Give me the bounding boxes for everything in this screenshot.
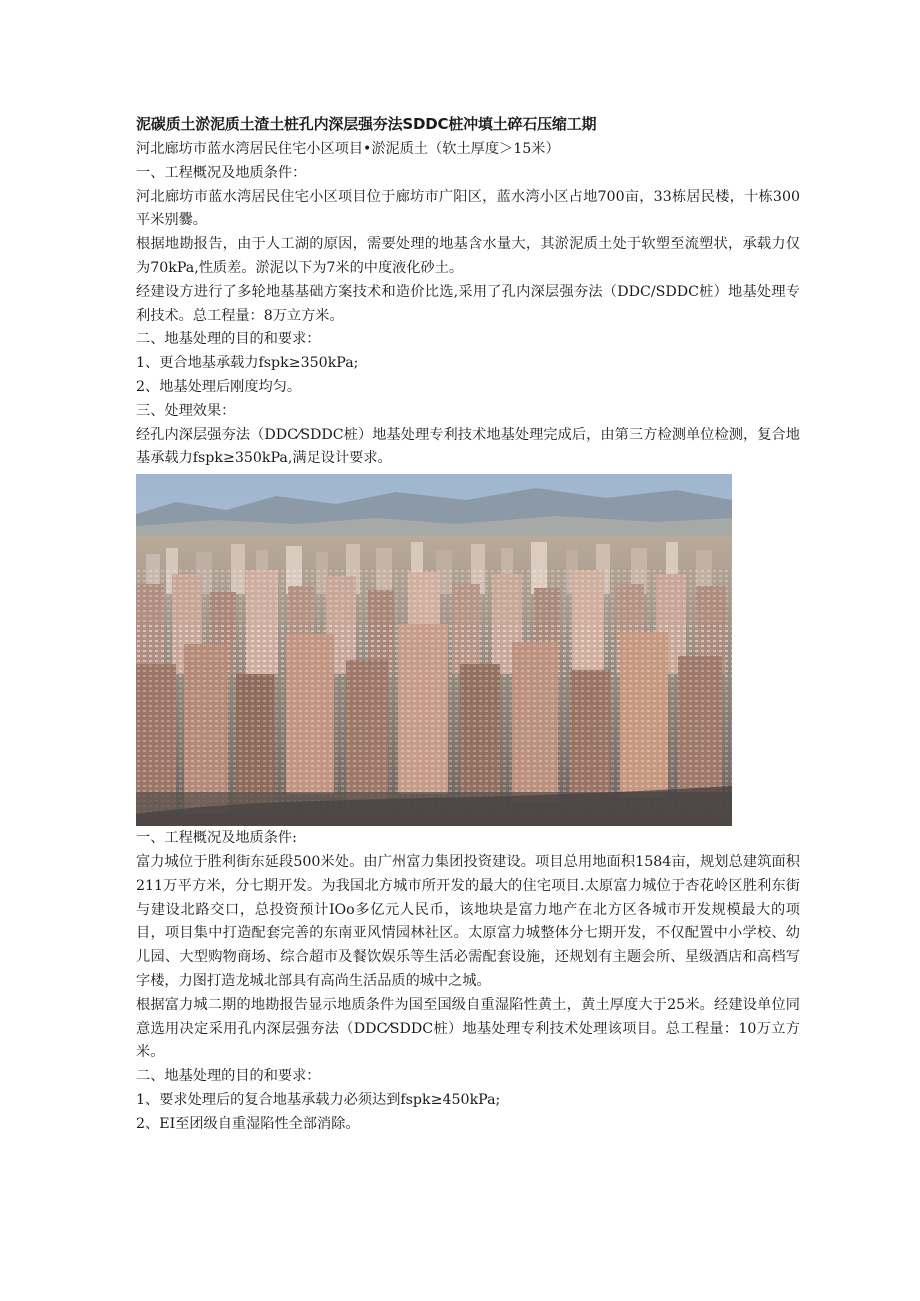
- paragraph: 富力城位于胜利街东延段500米处。由广州富力集团投资建设。项目总用地面积1584亩，规划总建筑面积211万平方米，分七期开发。为我国北方城市所开发的最大的住宅项目.太原富力城位于杏花岭区胜利东街与建设北路交口，总投资预计IOo多亿元人民币，该地块是富力地产在北方区各城市开发规模最大的项目，项目集中打造配套完善的东南亚风情园林社区。太原富力城整体分七期开发，不仅配置中小学校、幼儿园、大型购物商场、综合超市及餐饮娱乐等生活必需配套设施，还规划有主题会所、星级酒店和高档写字楼，力图打造龙城北部具有高尚生活品质的城中之城。: [136, 853, 800, 989]
- section-heading: 一、工程概况及地质条件:: [136, 830, 297, 847]
- project-subtitle: 河北廊坊市蓝水湾居民住宅小区项目•淤泥质土（软土厚度＞15米）: [136, 141, 560, 157]
- near-buildings: [136, 624, 732, 814]
- requirement-item: 1、要求处理后的复合地基承载力必须达到fspk≥450kPa;: [136, 1091, 501, 1108]
- section-heading: 二、地基处理的目的和要求：: [136, 331, 321, 348]
- paragraph: 河北廊坊市蓝水湾居民住宅小区项目位于廊坊市广阳区，蓝水湾小区占地700亩，33栋居民楼，十栋300平米别爨。: [136, 188, 800, 229]
- section-heading: 一、工程概况及地质条件：: [136, 164, 307, 181]
- paragraph: 经建设方进行了多轮地基基础方案技术和造价比选,采用了孔内深层强夯法（DDC/SDDC桩）地基处理专利技术。总工程量：8万立方米。: [136, 283, 800, 324]
- aerial-city-photo: [136, 474, 732, 826]
- paragraph: 根据富力城二期的地勘报告显示地质条件为国至国级自重湿陷性黄土，黄土厚度大于25米。经建设单位同意选用决定采用孔内深层强夯法（DDC⁄SDDC桩）地基处理专利技术处理该项目。总工程量：10万立方米。: [136, 996, 800, 1061]
- paragraph: 经孔内深层强夯法（DDC⁄SDDC桩）地基处理专利技术地基处理完成后，由第三方检测单位检测，复合地基承载力fspk≥350kPa,满足设计要求。: [136, 426, 800, 467]
- section-heading: 三、处理效果：: [136, 402, 236, 419]
- paragraph: 根据地勘报告，由于人工湖的原因，需要处理的地基含水量大，其淤泥质土处于软塑至流塑状，承载力仅为70kPa,性质差。淤泥以下为7米的中度液化砂土。: [136, 236, 800, 276]
- document-content: [136, 112, 800, 1137]
- requirement-item: 2、地基处理后刚度均匀。: [136, 378, 302, 395]
- document-title: 泥碳质土淤泥质土渣土桩孔内深层强夯法SDDC桩冲填土碎石压缩工期: [136, 115, 597, 133]
- requirement-item: 2、EI至团级自重湿陷性全部消除。: [136, 1115, 360, 1132]
- requirement-item: 1、更合地基承载力fspk≥350kPa;: [136, 355, 359, 372]
- section-heading: 二、地基处理的目的和要求：: [136, 1068, 321, 1085]
- aerial-city-icon: [136, 474, 732, 826]
